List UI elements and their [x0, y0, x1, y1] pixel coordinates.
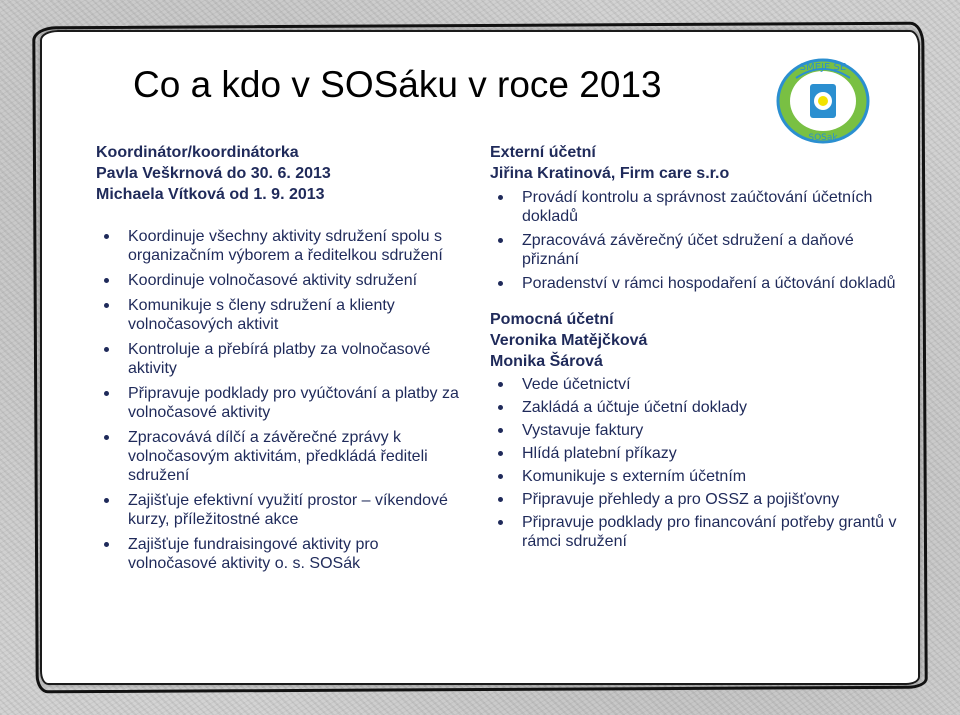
logo-text-top: SMEJE SE	[799, 62, 847, 73]
bullet-icon	[498, 281, 503, 286]
right-group1-list	[490, 188, 900, 293]
logo-text-bottom: SOSak	[808, 133, 838, 143]
bullet-icon	[104, 542, 109, 547]
left-column	[96, 142, 466, 579]
list-item: Hlídá platební příkazy	[490, 444, 900, 463]
slide-title: Co a kdo v SOSáku v roce 2013	[133, 64, 662, 105]
list-item: Zajišťuje fundraisingové aktivity pro volnočasové aktivity o. s. SOSák	[96, 535, 466, 573]
bullet-icon	[498, 520, 503, 525]
list-item: Připravuje přehledy a pro OSSZ a pojišťovny	[490, 490, 900, 509]
left-line-2: Michaela Vítková od 1. 9. 2013	[96, 186, 325, 203]
right-group2-list	[490, 375, 900, 551]
right-group1-heading: Externí účetní	[490, 144, 596, 161]
list-item: Poradenství v rámci hospodaření a účtování dokladů	[490, 274, 900, 293]
bullet-icon	[104, 347, 109, 352]
right-group1-name: Jiřina Kratinová, Firm care s.r.o	[490, 165, 730, 182]
list-item: Připravuje podklady pro vyúčtování a platby za volnočasové aktivity	[96, 384, 466, 422]
right-group2-name-2: Monika Šárová	[490, 353, 603, 370]
list-item: Provádí kontrolu a správnost zaúčtování účetních dokladů	[490, 188, 900, 226]
list-item: Komunikuje s členy sdružení a klienty volnočasových aktivit	[96, 296, 466, 334]
right-group2-name-1: Veronika Matějčková	[490, 332, 648, 349]
list-item: Komunikuje s externím účetním	[490, 467, 900, 486]
right-group2	[490, 309, 900, 551]
list-item: Kontroluje a přebírá platby za volnočasové aktivity	[96, 340, 466, 378]
bullet-icon	[498, 474, 503, 479]
list-item: Koordinuje všechny aktivity sdružení spolu s organizačním výborem a ředitelkou sdružení	[96, 227, 466, 265]
list-item: Připravuje podklady pro financování potřeby grantů v rámci sdružení	[490, 513, 900, 551]
list-item: Zpracovává závěrečný účet sdružení a daňové přiznání	[490, 231, 900, 269]
bullet-icon	[498, 497, 503, 502]
list-item: Koordinuje volnočasové aktivity sdružení	[96, 271, 466, 290]
bullet-icon	[498, 238, 503, 243]
bullet-icon	[104, 498, 109, 503]
bullet-icon	[498, 451, 503, 456]
bullet-icon	[104, 278, 109, 283]
left-line-1: Pavla Veškrnová do 30. 6. 2013	[96, 165, 331, 182]
list-item: Zakládá a účtuje účetní doklady	[490, 398, 900, 417]
list-item: Vystavuje faktury	[490, 421, 900, 440]
bullet-icon	[104, 391, 109, 396]
bullet-icon	[104, 234, 109, 239]
right-column	[490, 142, 900, 555]
left-items-list	[96, 227, 466, 573]
bullet-icon	[104, 303, 109, 308]
left-heading: Koordinátor/koordinátorka	[96, 144, 299, 161]
sosak-logo-icon	[774, 56, 872, 146]
bullet-icon	[498, 428, 503, 433]
bullet-icon	[104, 435, 109, 440]
list-item: Zpracovává dílčí a závěrečné zprávy k volnočasovým aktivitám, předkládá řediteli sdružení	[96, 428, 466, 485]
bullet-icon	[498, 405, 503, 410]
bullet-icon	[498, 195, 503, 200]
list-item: Vede účetnictví	[490, 375, 900, 394]
bullet-icon	[498, 382, 503, 387]
list-item: Zajišťuje efektivní využití prostor – víkendové kurzy, příležitostné akce	[96, 491, 466, 529]
right-group2-heading: Pomocná účetní	[490, 311, 614, 328]
